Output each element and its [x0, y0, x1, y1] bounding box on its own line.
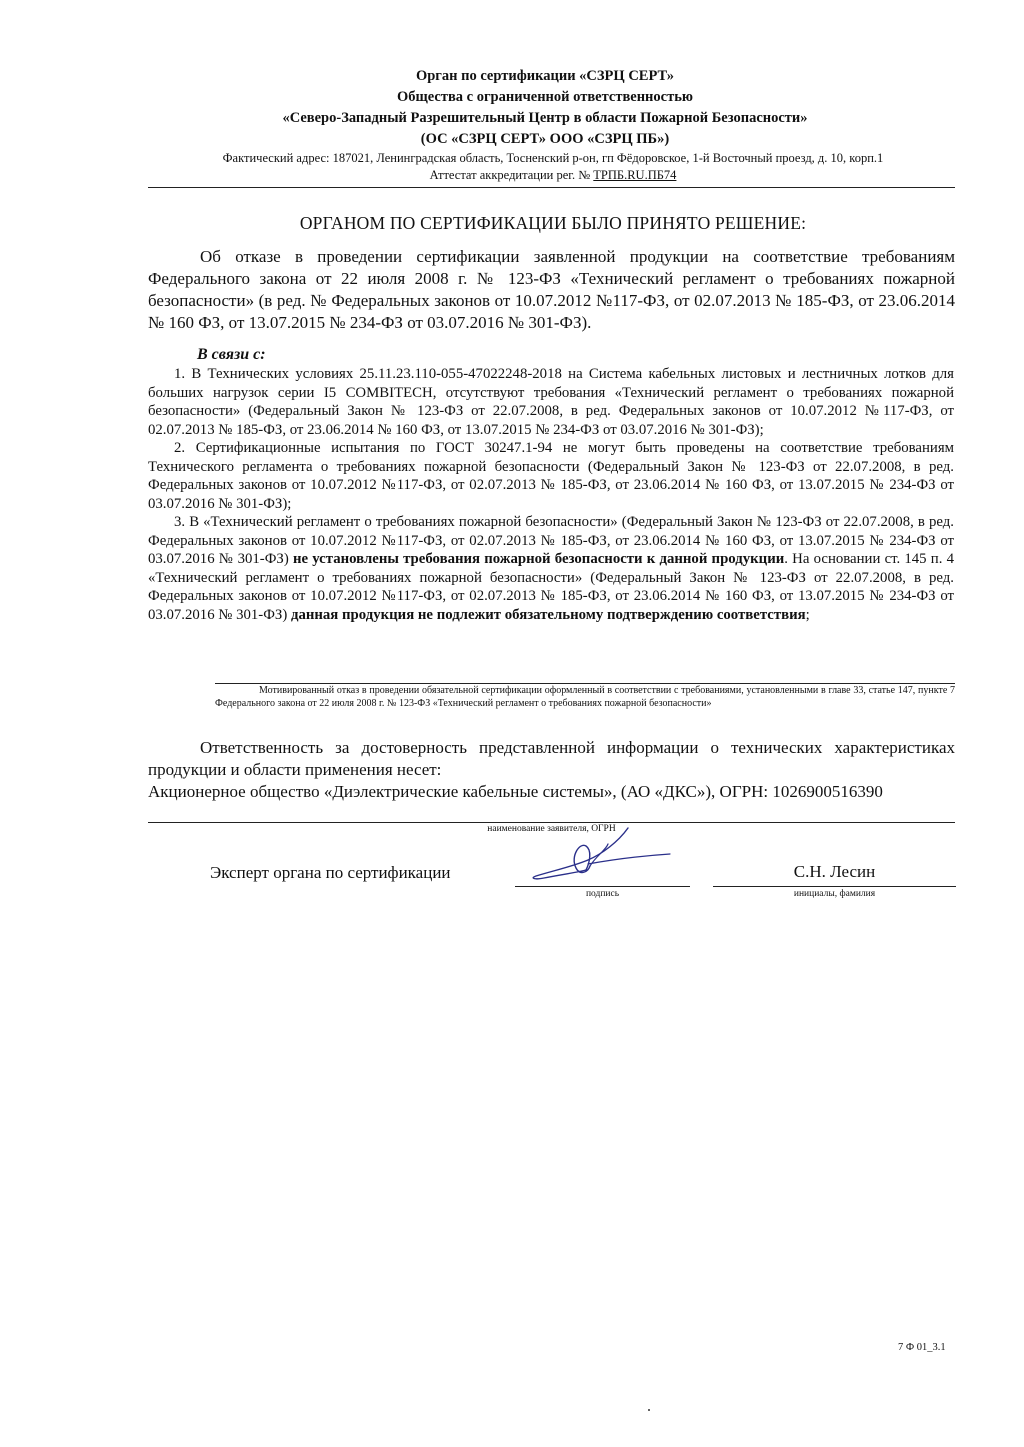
- signature-image: [520, 820, 690, 890]
- responsibility-text-wrap: [148, 737, 955, 781]
- reason-3-text-b: . На основании ст. 145 п. 4 «Технический регламент о требованиях пожарной безопасности» (Федеральный Закон № 123-ФЗ от 22.07.2008, в ред. Федеральных законов от 10.07.2012 №117-ФЗ, от 02.07.2013 № 185-ФЗ, от 23.06.2014 № 160 ФЗ, от 13.07.2015 № 234-ФЗ от 03.07.2016 № 301-ФЗ): [148, 551, 954, 623]
- header-company-type: Общества с ограниченной ответственностью: [397, 89, 693, 105]
- decision-title: ОРГАНОМ ПО СЕРТИФИКАЦИИ БЫЛО ПРИНЯТО РЕШЕНИЕ:: [299, 213, 807, 233]
- reasons-heading: В связи с:: [197, 346, 266, 363]
- reason-2: 2. Сертификационные испытания по ГОСТ 30247.1-94 не могут быть проведены на соответствие требованиям Технического регламента о требованиях пожарной безопасности (Федеральный Закон № 123-ФЗ от 22.07.2008, в ред. Федеральных законов от 10.07.2012 №117-ФЗ, от 02.07.2013 № 185-ФЗ, от 23.06.2014 № 160 ФЗ, от 13.07.2015 № 234-ФЗ от 03.07.2016 № 301-ФЗ);: [148, 440, 954, 512]
- responsibility-text: Ответственность за достоверность представленной информации о технических характеристиках продукции и области применения несет:: [148, 738, 955, 779]
- reason-3-bold-a: не установлены требования пожарной безопасности к данной продукции: [292, 551, 785, 567]
- intro-paragraph: [148, 246, 955, 334]
- header-abbreviation: (ОС «СЗРЦ СЕРТ» ООО «СЗРЦ ПБ»): [420, 131, 670, 147]
- responsibility-block: [148, 737, 955, 803]
- footnote-text: Мотивированный отказ в проведении обязательной сертификации оформленный в соответствии с требованиями, установленными в главе 33, статье 147, пункте 7 Федерального закона от 22 июля 2008 г. № 123-ФЗ «Технический регламент о требованиях пожарной безопасности»: [215, 685, 955, 709]
- name-line: [713, 886, 956, 887]
- reason-3-end: ;: [805, 606, 810, 623]
- signature-line: [515, 886, 690, 887]
- header-accreditation: [148, 168, 958, 183]
- accreditation-number: ТРПБ.RU.ПБ74: [593, 168, 677, 182]
- form-code: 7 Ф 01_3.1: [898, 1342, 946, 1353]
- reasons-list: [148, 365, 954, 624]
- applicant-caption: наименование заявителя, ОГРН: [487, 824, 616, 834]
- expert-label: Эксперт органа по сертификации: [210, 863, 451, 882]
- footnote: [215, 685, 955, 710]
- reason-3: [148, 513, 954, 624]
- header-address: Фактический адрес: 187021, Ленинградская область, Тосненский р-он, гп Фёдоровское, 1-й Восточный проезд, д. 10, корп.1: [222, 151, 884, 165]
- accreditation-prefix: Аттестат аккредитации рег. №: [429, 168, 594, 182]
- reason-3-bold-b: данная продукция не подлежит обязательному подтверждению соответствия: [290, 606, 806, 623]
- reason-3-text-a: 3. В «Технический регламент о требованиях пожарной безопасности» (Федеральный Закон № 123-ФЗ от 22.07.2008, в ред. Федеральных законов от 10.07.2012 №117-ФЗ, от 02.07.2013 № 185-ФЗ, от 23.06.2014 № 160 ФЗ, от 13.07.2015 № 234-ФЗ от 03.07.2016 № 301-ФЗ): [148, 514, 954, 567]
- applicant-name: Акционерное общество «Диэлектрические кабельные системы», (АО «ДКС»), ОГРН: 1026900516390: [148, 782, 883, 801]
- signature-caption: подпись: [585, 889, 620, 899]
- expert-name: С.Н. Лесин: [793, 862, 876, 881]
- scan-speck: [648, 1409, 650, 1411]
- footnote-divider: [215, 683, 955, 684]
- name-caption: инициалы, фамилия: [793, 889, 876, 899]
- reason-1: 1. В Технических условиях 25.11.23.110-055-47022248-2018 на Система кабельных листовых и лестничных лотков для больших нагрузок серии I5 COMBITECH, отсутствуют требования «Технический регламент о требованиях пожарной безопасности» (Федеральный Закон № 123-ФЗ от 22.07.2008, в ред. Федеральных законов от 10.07.2012 №117-ФЗ, от 02.07.2013 № 185-ФЗ, от 23.06.2014 № 160 ФЗ, от 13.07.2015 № 234-ФЗ от 03.07.2016 № 301-ФЗ);: [148, 366, 954, 438]
- header-org-name: Орган по сертификации «СЗРЦ СЕРТ»: [415, 68, 675, 84]
- header-divider: [148, 187, 955, 188]
- intro-text: Об отказе в проведении сертификации заявленной продукции на соответствие требованиям Федерального закона от 22 июля 2008 г. № 123-ФЗ «Технический регламент о требованиях пожарной безопасности» (в ред. № Федеральных законов от 10.07.2012 №117-ФЗ, от 02.07.2013 № 185-ФЗ, от 23.06.2014 № 160 ФЗ, от 13.07.2015 № 234-ФЗ от 03.07.2016 № 301-ФЗ).: [148, 247, 955, 332]
- header-company-name: «Северо-Западный Разрешительный Центр в области Пожарной Безопасности»: [282, 110, 808, 126]
